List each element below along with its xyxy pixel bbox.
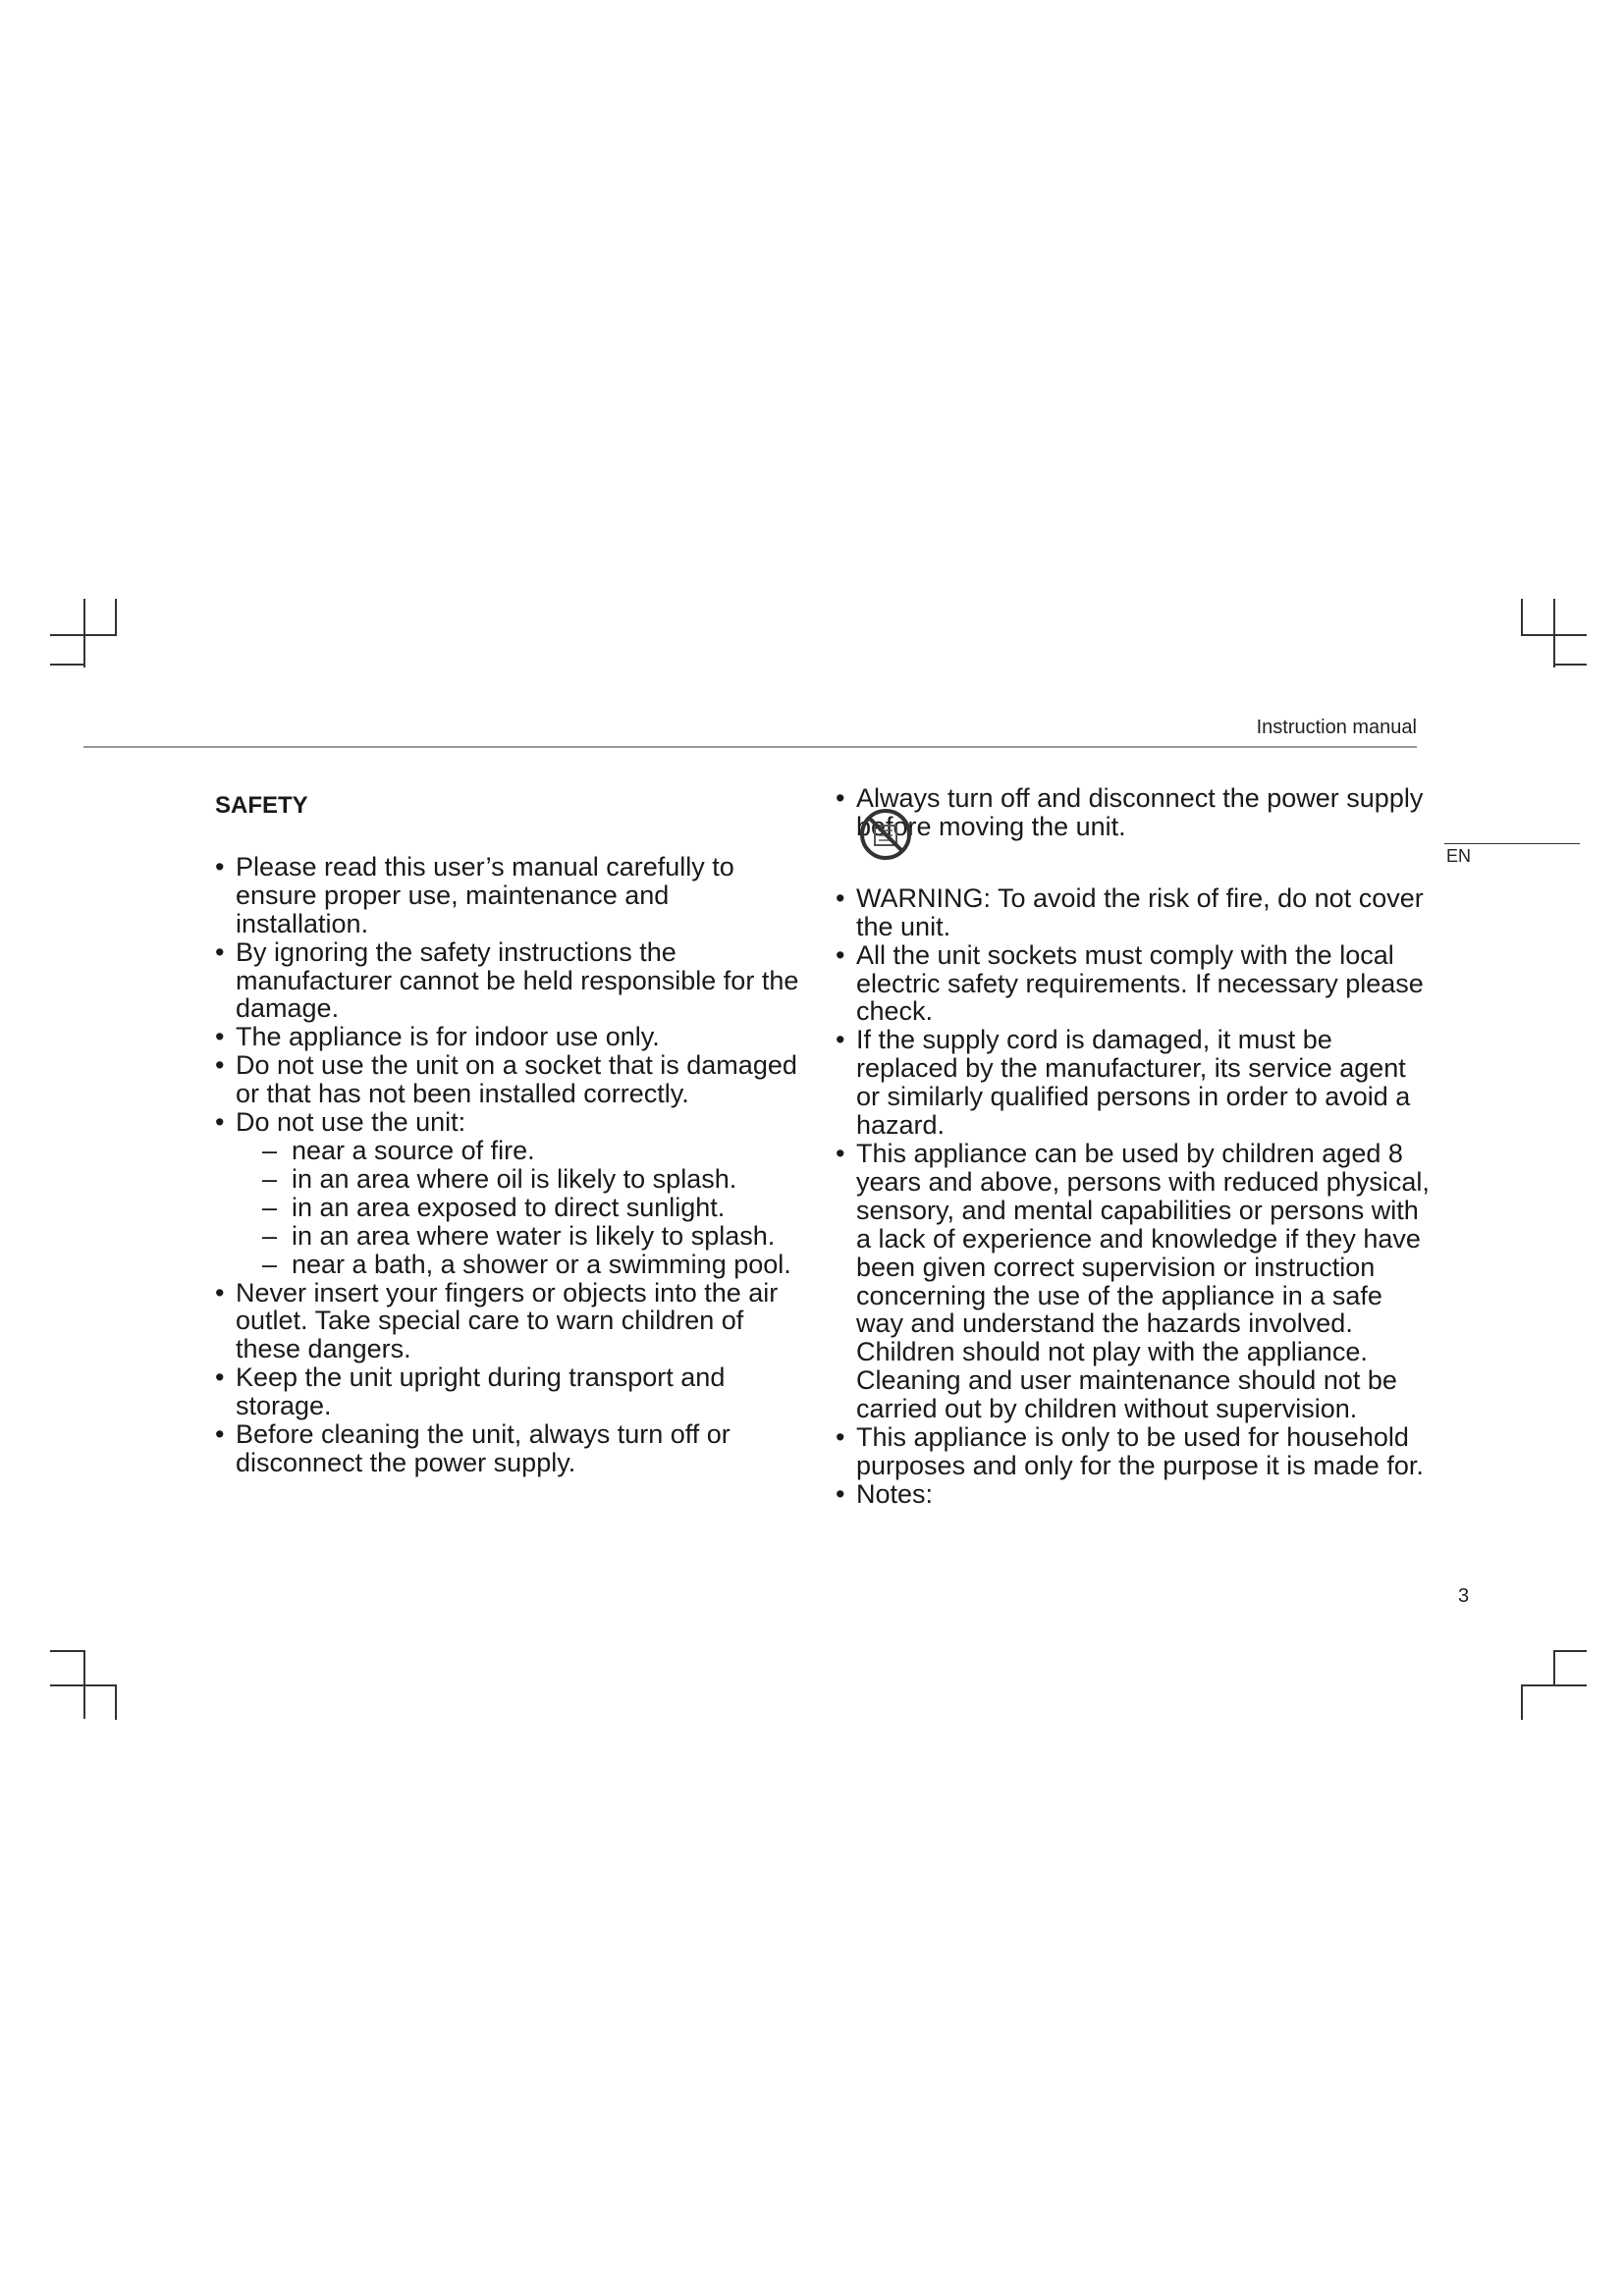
safety-list-right-continued	[836, 884, 1435, 1509]
crop-mark-top-left	[83, 599, 85, 667]
dash-icon: –	[262, 1135, 278, 1165]
list-item: • Always turn off and disconnect the power supply before moving the unit.	[836, 784, 1435, 841]
list-item: • The appliance is for indoor use only.	[215, 1023, 804, 1051]
crop-mark-bottom-left	[50, 1650, 85, 1652]
list-item: • This appliance can be used by children aged 8 years and above, persons with reduced physical, sensory, and mental capabilities or persons with a lack of experience and knowledge if they have been given correct supervision or instruction concerning the use of the appliance in a safe way and understand the hazards involved. Children should not play with the appliance. Cleaning and user maintenance should not be carried out by children without supervision.	[836, 1140, 1435, 1423]
list-item: • By ignoring the safety instructions the manufacturer cannot be held responsible for the damage.	[215, 938, 804, 1024]
language-tab-rule	[1444, 843, 1580, 844]
list-item: • Never insert your fingers or objects into the air outlet. Take special care to warn children of these dangers.	[215, 1279, 804, 1364]
list-item: • If the supply cord is damaged, it must be replaced by the manufacturer, its service agent or similarly qualified persons in order to avoid a hazard.	[836, 1026, 1435, 1140]
icon-spacer	[836, 841, 1435, 884]
dash-icon: –	[262, 1163, 278, 1194]
dash-icon: –	[262, 1192, 278, 1222]
list-item: • Please read this user’s manual carefully to ensure proper use, maintenance and installation.	[215, 853, 804, 938]
do-not-use-sublist	[236, 1137, 804, 1279]
sub-list-item: – near a source of fire.	[262, 1135, 535, 1165]
do-not-cover-icon	[858, 807, 913, 862]
section-heading: SAFETY	[215, 792, 308, 819]
crop-mark-bottom-right	[1553, 1650, 1555, 1686]
crop-mark-top-left	[50, 664, 85, 666]
list-item-do-not-use	[215, 1108, 804, 1278]
crop-mark-bottom-right	[1521, 1684, 1523, 1720]
language-tab: EN	[1446, 846, 1472, 866]
sub-list-item: – in an area where water is likely to splash.	[262, 1220, 776, 1251]
crop-mark-top-right	[1521, 599, 1523, 636]
dash-icon: –	[262, 1220, 278, 1251]
list-item-warning: • WARNING: To avoid the risk of fire, do not cover the unit.	[836, 884, 1435, 941]
header-divider	[83, 746, 1417, 748]
do-not-use-intro: Do not use the unit:	[236, 1107, 466, 1138]
safety-list-left	[215, 853, 804, 1477]
crop-mark-bottom-left	[50, 1684, 116, 1686]
dash-icon: –	[262, 1249, 278, 1279]
crop-mark-bottom-left	[115, 1684, 117, 1720]
list-item: • Before cleaning the unit, always turn off or disconnect the power supply.	[215, 1420, 804, 1477]
list-item: • Notes:	[836, 1480, 1435, 1509]
crop-mark-bottom-right	[1521, 1684, 1587, 1686]
list-item: • This appliance is only to be used for household purposes and only for the purpose it is made for.	[836, 1423, 1435, 1480]
header-title: Instruction manual	[1256, 717, 1417, 738]
page-number: 3	[1458, 1585, 1470, 1607]
list-item: • Do not use the unit on a socket that is damaged or that has not been installed correctly.	[215, 1051, 804, 1108]
crop-mark-top-right	[1553, 599, 1555, 667]
safety-list-right	[836, 784, 1435, 841]
sub-list-item: – in an area exposed to direct sunlight.	[262, 1192, 726, 1222]
crop-mark-top-right	[1553, 664, 1587, 666]
sub-list-item: – near a bath, a shower or a swimming pool.	[262, 1249, 791, 1279]
list-item: • All the unit sockets must comply with the local electric safety requirements. If necessary please check.	[836, 941, 1435, 1027]
crop-mark-top-left	[115, 599, 117, 636]
left-column	[215, 782, 804, 1477]
sub-list-item: – in an area where oil is likely to splash.	[262, 1163, 737, 1194]
right-column	[836, 784, 1435, 1509]
crop-mark-bottom-right	[1553, 1650, 1587, 1652]
list-item: • Keep the unit upright during transport and storage.	[215, 1363, 804, 1420]
